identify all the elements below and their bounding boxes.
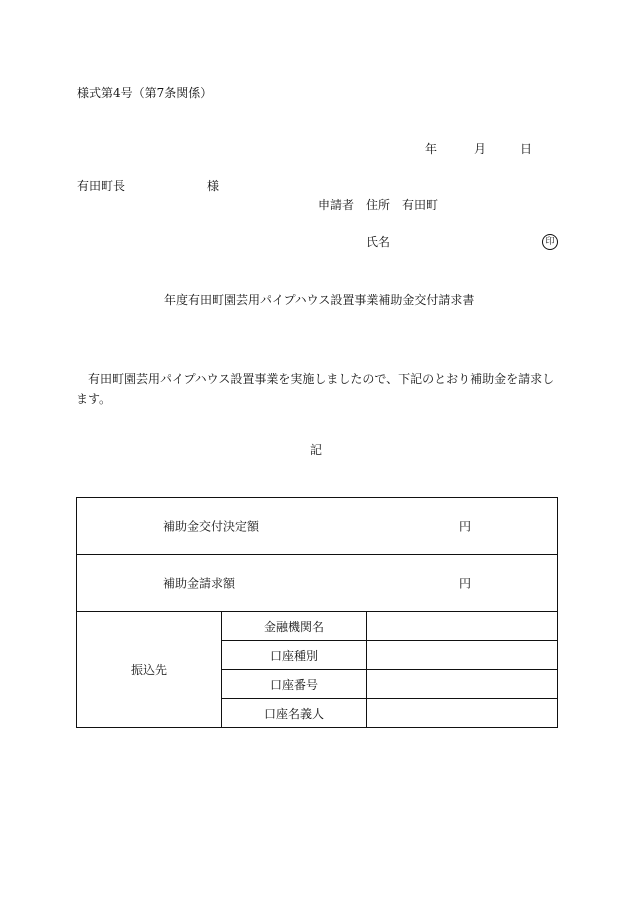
address-label: 住所 [366, 198, 391, 212]
decision-yen-unit: 円 [459, 519, 472, 534]
request-amount-cell [77, 555, 558, 612]
body-text: 有田町園芸用パイプハウス設置事業を実施しましたので、下記のとおり補助金を請求します。 [76, 372, 555, 406]
bank-name-value [367, 612, 558, 641]
date-day: 日 [520, 142, 533, 156]
ki-heading: 記 [310, 443, 323, 457]
account-number-value [367, 670, 558, 699]
form-number: 様式第4号（第7条関係） [77, 86, 213, 100]
account-type-label: 口座種別 [222, 641, 367, 670]
decision-amount-cell [77, 498, 558, 555]
address-value: 有田町 [402, 198, 439, 212]
addressee-honorific: 様 [207, 179, 220, 193]
date-month: 月 [474, 142, 487, 156]
request-amount-label: 補助金請求額 [163, 576, 236, 591]
transfer-label: 振込先 [77, 612, 222, 728]
name-label: 氏名 [366, 235, 391, 249]
account-number-label: 口座番号 [222, 670, 367, 699]
seal-icon: 印 [542, 234, 558, 250]
account-holder-value [367, 699, 558, 728]
account-type-value [367, 641, 558, 670]
table-row [77, 498, 558, 555]
table-row [77, 555, 558, 612]
decision-amount-label: 補助金交付決定額 [163, 519, 260, 534]
document-title: 年度有田町園芸用パイプハウス設置事業補助金交付請求書 [164, 293, 475, 307]
request-table [76, 497, 558, 728]
bank-name-label: 金融機関名 [222, 612, 367, 641]
applicant-label: 申請者 [318, 198, 355, 212]
date-year: 年 [425, 142, 438, 156]
request-yen-unit: 円 [459, 576, 472, 591]
account-holder-label: 口座名義人 [222, 699, 367, 728]
seal-mark [542, 234, 558, 250]
table-row [77, 612, 558, 641]
body-paragraph [76, 369, 558, 409]
addressee-name: 有田町長 [77, 179, 126, 193]
